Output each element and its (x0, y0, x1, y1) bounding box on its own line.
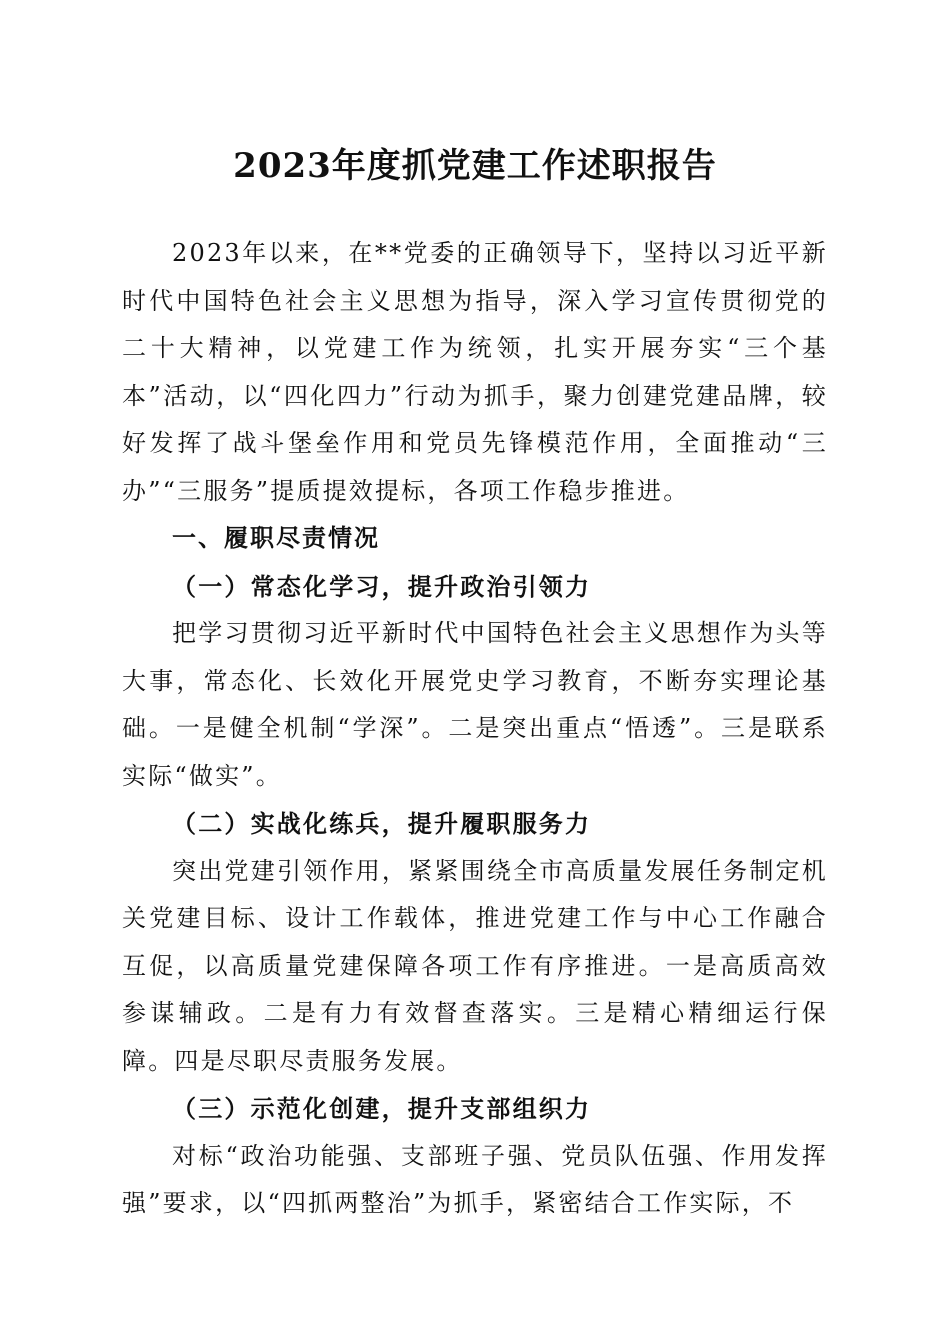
intro-paragraph: 2023年以来，在**党委的正确领导下，坚持以习近平新时代中国特色社会主义思想为指导，深入学习宣传贯彻党的二十大精神，以党建工作为统领，扎实开展夯实“三个基本”活动，以“四化四力”行动为抓手，聚力创建党建品牌，较好发挥了战斗堡垒作用和党员先锋模范作用，全面推动“三办”“三服务”提质提效提标，各项工作稳步推进。 (122, 239, 828, 505)
section-heading-performance: 一、履职尽责情况 (172, 524, 380, 552)
subsection-paragraph-study: 把学习贯彻习近平新时代中国特色社会主义思想作为头等大事，常态化、长效化开展党史学习教育，不断夯实理论基础。一是健全机制“学深”。二是突出重点“悟透”。三是联系实际“做实”。 (122, 619, 828, 790)
document-title: 2023年度抓党建工作述职报告 (233, 146, 717, 186)
subsection-heading-demonstration: （三）示范化创建，提升支部组织力 (172, 1094, 592, 1123)
subsection-heading-study: （一）常态化学习，提升政治引领力 (172, 571, 592, 601)
subsection-paragraph-demonstration: 对标“政治功能强、支部班子强、党员队伍强、作用发挥强”要求，以“四抓两整治”为抓手，紧密结合工作实际，不 (122, 1141, 828, 1217)
document-body (122, 230, 828, 1228)
subsection-paragraph-training: 突出党建引领作用，紧紧围绕全市高质量发展任务制定机关党建目标、设计工作载体，推进党建工作与中心工作融合互促，以高质量党建保障各项工作有序推进。一是高质高效参谋辅政。二是有力有效督查落实。三是精心精细运行保障。四是尽职尽责服务发展。 (122, 856, 828, 1075)
subsection-heading-training: （二）实战化练兵，提升履职服务力 (172, 809, 592, 838)
